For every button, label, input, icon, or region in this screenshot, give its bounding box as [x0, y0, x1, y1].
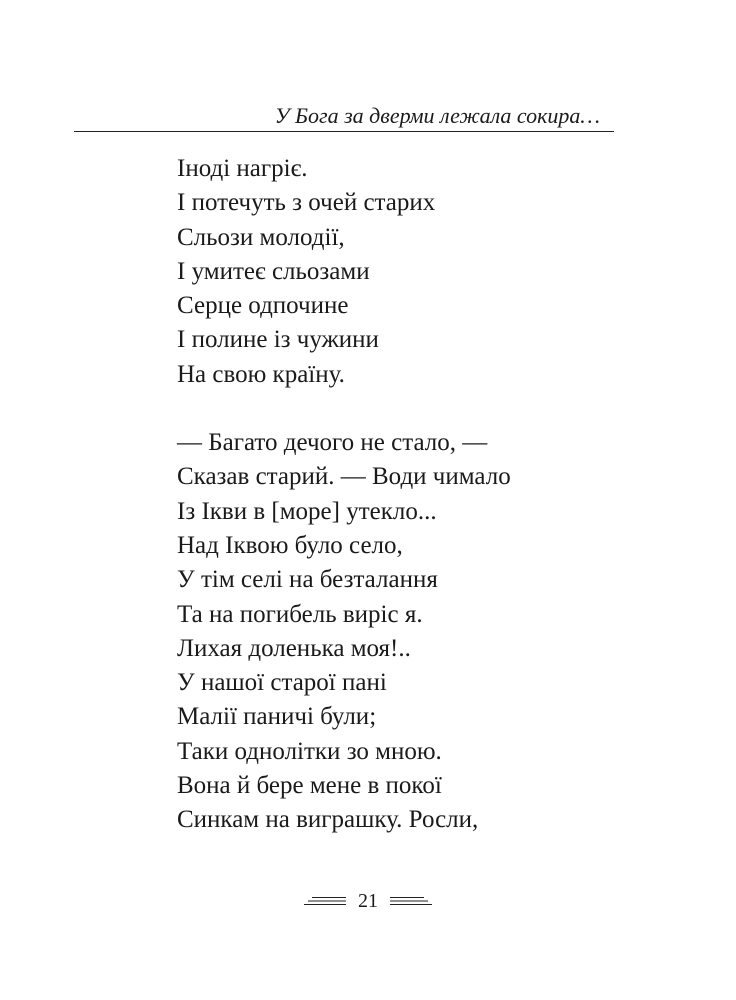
poem-line: У нашої старої пані	[177, 669, 387, 697]
poem-line: Над Іквою було село,	[177, 531, 403, 559]
page-number: 21	[358, 890, 378, 912]
left-ornament-icon	[304, 895, 346, 907]
poem-line: Та на погибель виріс я.	[177, 600, 423, 628]
running-header	[74, 100, 614, 134]
header-rule	[74, 131, 614, 132]
poem-line: Серце одпочине	[177, 292, 349, 320]
poem-line: І потечуть з очей старих	[177, 189, 436, 217]
poem-line: Сказав старий. — Води чимало	[177, 463, 511, 491]
poem-line: — Багато дечого не стало, —	[177, 429, 488, 457]
poem-line: На свою країну.	[177, 360, 345, 388]
stanza-2	[177, 426, 511, 838]
right-ornament-icon	[390, 895, 432, 907]
stanza-1	[177, 152, 511, 392]
poem-line: Синкам на виграшку. Росли,	[177, 806, 479, 834]
poem-text	[177, 152, 511, 838]
poem-line: Сльози молодії,	[177, 223, 345, 251]
poem-line: Вона й бере мене в покої	[177, 772, 442, 800]
poem-line: Таки однолітки зо мною.	[177, 737, 442, 765]
poem-line: І полине із чужини	[177, 326, 379, 354]
poem-line: У тім селі на безталання	[177, 566, 438, 594]
poem-line: Лихая доленька моя!..	[177, 634, 411, 662]
running-title: У Бога за дверми лежала сокира…	[274, 103, 600, 128]
poem-line: Малії паничі були;	[177, 703, 377, 731]
poem-line: І умитеє сльозами	[177, 257, 370, 285]
page-footer	[0, 886, 736, 916]
poem-line: Із Ікви в [море] утекло...	[177, 497, 437, 525]
poem-line: Іноді нагріє.	[177, 155, 308, 182]
